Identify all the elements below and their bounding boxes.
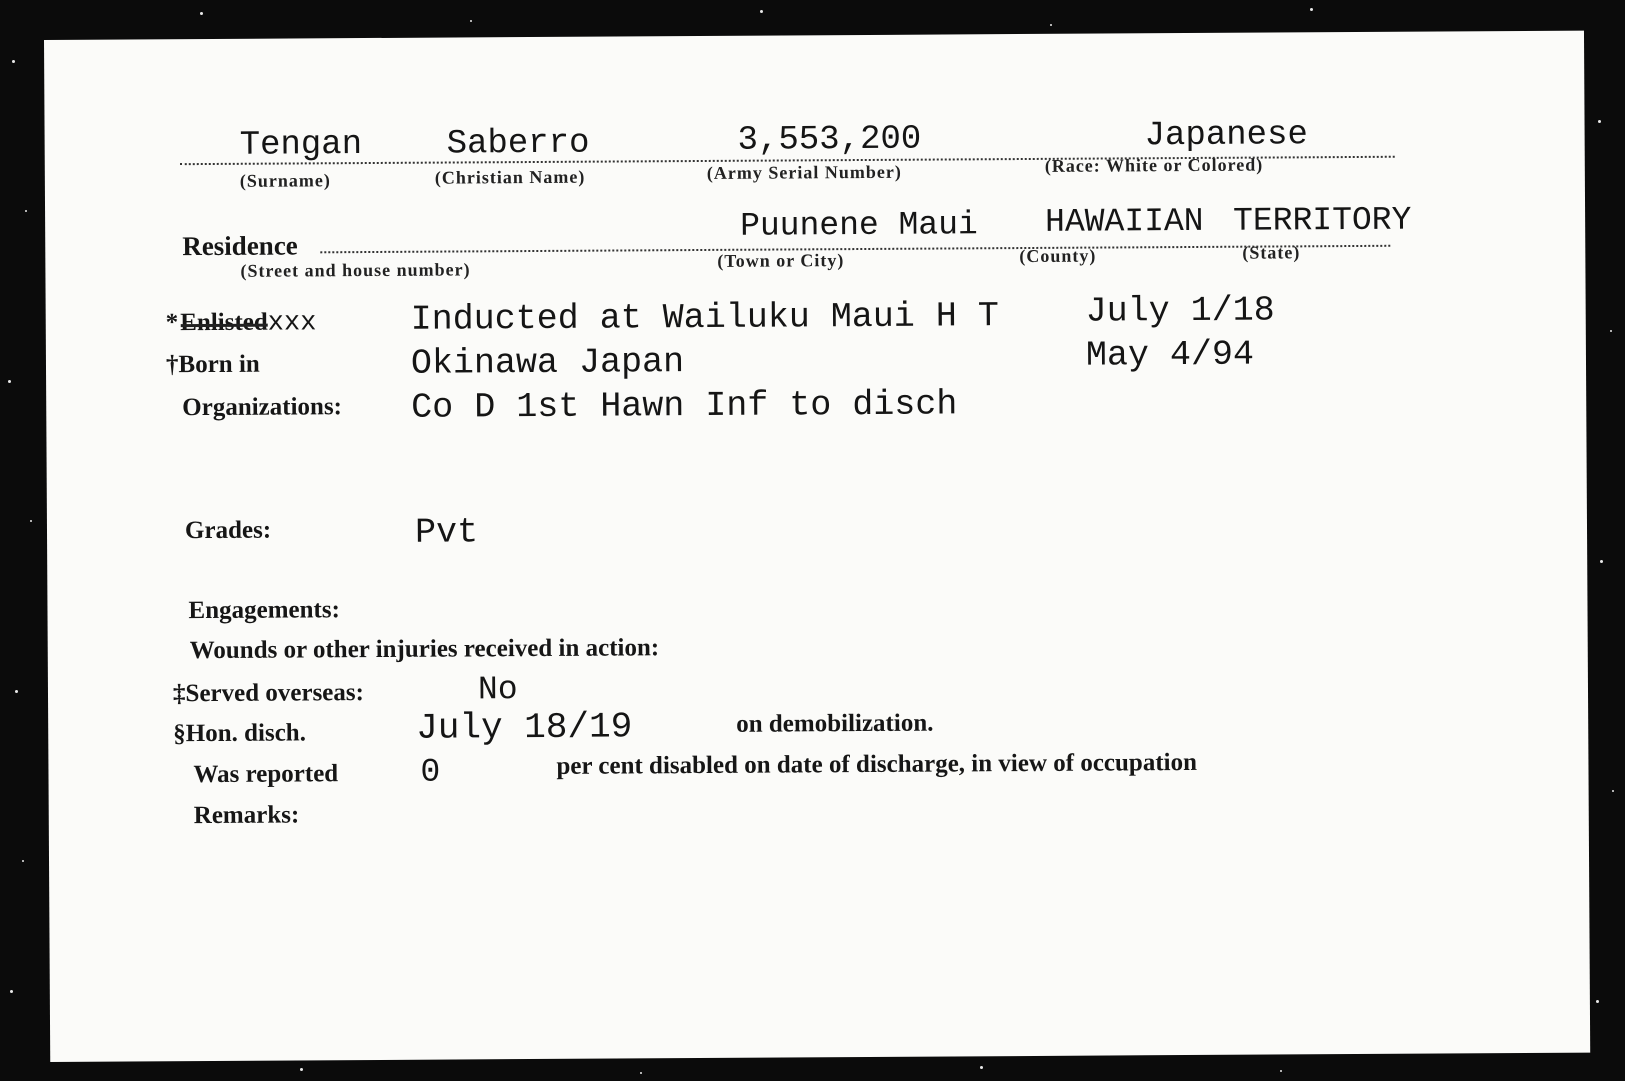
state-value: TERRITORY xyxy=(1233,201,1412,240)
overseas-value: No xyxy=(477,671,518,709)
christian-name-value: Saberro xyxy=(446,124,590,164)
enlisted-mark: * xyxy=(165,309,179,337)
service-record-card xyxy=(44,31,1590,1062)
enlisted-overtype: xxx xyxy=(267,308,317,339)
discharge-row-label xyxy=(173,719,306,748)
reported-label: Was reported xyxy=(193,760,339,789)
surname-caption: (Surname) xyxy=(239,170,331,191)
born-place: Okinawa Japan xyxy=(410,342,685,384)
residence-label: Residence xyxy=(182,230,298,262)
race-value: Japanese xyxy=(1144,116,1308,156)
discharge-label: Hon. disch. xyxy=(185,719,307,748)
grades-value: Pvt xyxy=(414,512,479,553)
disability-percent: 0 xyxy=(420,753,441,791)
born-row-label xyxy=(166,351,260,380)
wounds-label: Wounds or other injuries received in action: xyxy=(189,634,660,665)
state-caption: (State) xyxy=(1242,242,1301,263)
serial-number-value: 3,553,200 xyxy=(737,120,922,160)
residence-dotted-line xyxy=(320,245,1390,254)
organizations-value: Co D 1st Hawn Inf to disch xyxy=(411,384,958,428)
grades-label: Grades: xyxy=(184,516,272,545)
disability-text: per cent disabled on date of discharge, in view of occupation xyxy=(556,748,1198,780)
county-value: HAWAIIAN xyxy=(1045,202,1204,241)
discharge-date: July 18/19 xyxy=(416,706,633,749)
town-value: Puunene Maui xyxy=(740,206,978,245)
born-label: Born in xyxy=(178,350,260,379)
street-caption: (Street and house number) xyxy=(240,259,471,281)
overseas-row-label xyxy=(173,679,364,708)
born-date: May 4/94 xyxy=(1085,334,1255,376)
town-caption: (Town or City) xyxy=(717,250,845,271)
race-caption: (Race: White or Colored) xyxy=(1044,154,1264,176)
christian-name-caption: (Christian Name) xyxy=(434,166,586,188)
discharge-mark: § xyxy=(173,720,186,748)
organizations-label: Organizations: xyxy=(182,393,343,422)
remarks-label: Remarks: xyxy=(193,801,300,830)
overseas-mark: ‡ xyxy=(172,680,186,708)
discharge-reason: on demobilization. xyxy=(736,709,934,738)
engagements-label: Engagements: xyxy=(188,596,340,625)
enlisted-label-struck: Enlisted xyxy=(180,308,268,337)
inducted-date: July 1/18 xyxy=(1085,290,1275,332)
enlisted-row-label xyxy=(166,308,317,339)
overseas-label: Served overseas: xyxy=(185,679,364,708)
surname-value: Tengan xyxy=(239,126,363,165)
serial-number-caption: (Army Serial Number) xyxy=(706,161,902,183)
county-caption: (County) xyxy=(1019,245,1097,267)
inducted-text: Inducted at Wailuku Maui H T xyxy=(410,296,999,340)
born-mark: † xyxy=(165,351,179,379)
